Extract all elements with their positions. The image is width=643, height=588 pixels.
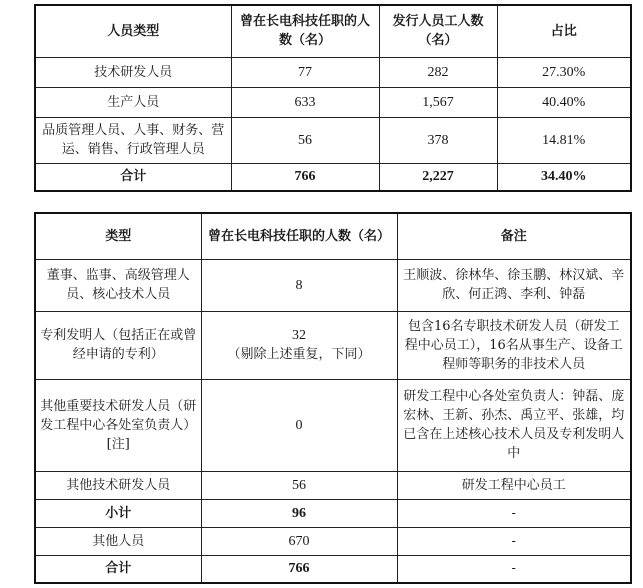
total-label: 合计	[35, 555, 201, 583]
total-note: -	[397, 555, 631, 583]
row-count: 0	[201, 379, 397, 471]
row-ratio: 14.81%	[497, 117, 631, 163]
table-row	[35, 87, 631, 117]
row-former: 77	[231, 57, 379, 87]
header-former-count: 曾在长电科技任职的人数（名）	[201, 213, 397, 259]
others-label: 其他人员	[35, 527, 201, 555]
subtotal-note: -	[397, 499, 631, 527]
others-row	[35, 527, 631, 555]
header-employee-count: 发行人员工人数（名）	[379, 5, 497, 57]
row-note: 包含16名专职技术研发人员（研发工程中心员工），16名从事生产、设备工程师等职务的非技术人员	[397, 311, 631, 379]
others-count: 670	[201, 527, 397, 555]
total-row	[35, 163, 631, 191]
others-note: -	[397, 527, 631, 555]
row-count: 8	[201, 259, 397, 311]
subtotal-label: 小计	[35, 499, 201, 527]
table-row	[35, 311, 631, 379]
total-label: 合计	[35, 163, 231, 191]
total-former: 766	[231, 163, 379, 191]
table-header-row	[35, 213, 631, 259]
header-ratio: 占比	[497, 5, 631, 57]
row-employees: 1,567	[379, 87, 497, 117]
header-note: 备注	[397, 213, 631, 259]
table-row	[35, 471, 631, 499]
row-type: 生产人员	[35, 87, 231, 117]
row-note: 王顺波、徐林华、徐玉鹏、林汉斌、辛欣、何正鸿、李利、钟磊	[397, 259, 631, 311]
row-former: 633	[231, 87, 379, 117]
row-type: 其他技术研发人员	[35, 471, 201, 499]
row-type: 技术研发人员	[35, 57, 231, 87]
row-count-cell	[201, 311, 397, 379]
row-ratio: 27.30%	[497, 57, 631, 87]
subtotal-count: 96	[201, 499, 397, 527]
header-type: 类型	[35, 213, 201, 259]
row-count: 32	[292, 328, 306, 343]
staff-ratio-table	[34, 4, 632, 192]
table-header-row	[35, 5, 631, 57]
row-note: 研发工程中心各处室负责人：钟磊、庞宏林、王新、孙杰、禹立平、张雄，均已含在上述核心技术人员及专利发明人中	[397, 379, 631, 471]
row-type: 专利发明人（包括正在或曾经申请的专利）	[35, 311, 201, 379]
staff-breakdown-table	[34, 212, 632, 584]
row-ratio: 40.40%	[497, 87, 631, 117]
header-staff-type: 人员类型	[35, 5, 231, 57]
table-row	[35, 117, 631, 163]
row-former: 56	[231, 117, 379, 163]
subtotal-row	[35, 499, 631, 527]
row-employees: 378	[379, 117, 497, 163]
row-type: 董事、监事、高级管理人员、核心技术人员	[35, 259, 201, 311]
row-type: 其他重要技术研发人员（研发工程中心各处室负责人）[注]	[35, 379, 201, 471]
table-row	[35, 57, 631, 87]
row-count-note: （剔除上述重复，下同）	[227, 347, 371, 362]
table-row	[35, 259, 631, 311]
total-ratio: 34.40%	[497, 163, 631, 191]
row-count: 56	[201, 471, 397, 499]
row-note: 研发工程中心员工	[397, 471, 631, 499]
row-type: 品质管理人员、人事、财务、营运、销售、行政管理人员	[35, 117, 231, 163]
total-employees: 2,227	[379, 163, 497, 191]
table-row	[35, 379, 631, 471]
total-count: 766	[201, 555, 397, 583]
row-employees: 282	[379, 57, 497, 87]
total-row	[35, 555, 631, 583]
header-former-count: 曾在长电科技任职的人数（名）	[231, 5, 379, 57]
